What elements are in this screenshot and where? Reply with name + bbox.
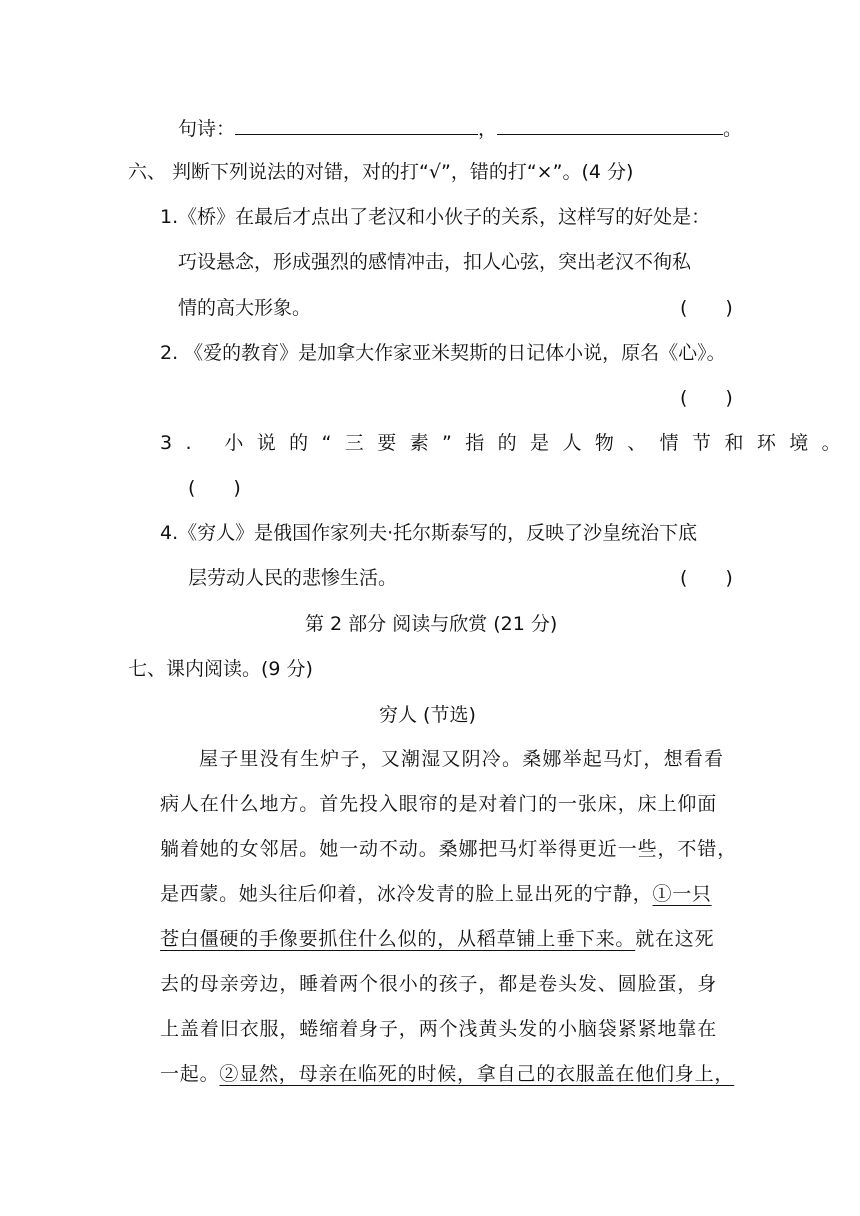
passage-line-6: 去的母亲旁边，睡着两个很小的孩子，都是卷头发、圆脸蛋，身 (160, 973, 718, 995)
section6-title: 六、 判断下列说法的对错，对的打“√”，错的打“×”。(4 分) (128, 161, 634, 183)
part2-title: 第 2 部分 阅读与欣赏 (21 分) (305, 613, 558, 635)
passage-line-4-text: 是西蒙。她头往后仰着，冰冷发青的脸上显出死的宁静， (160, 883, 653, 905)
passage-line-3: 躺着她的女邻居。她一动不动。桑娜把马灯举得更近一些，不错， (160, 838, 738, 860)
item4-line2: 层劳动人民的悲惨生活。 (188, 567, 398, 589)
item3-text: 3. 小说的“三要素”指的是人物、情节和环境。 (160, 432, 855, 454)
underlined-sentence-2: ②显然，母亲在临死的时候，拿自己的衣服盖在他们身上， (219, 1063, 735, 1085)
item1-line2: 巧设悬念，形成强烈的感情冲击，扣人心弦，突出老汉不徇私 (178, 251, 692, 273)
passage-line-2: 病人在什么地方。首先投入眼帘的是对着门的一张床，床上仰面 (160, 793, 718, 815)
item2-line1: 2. 《爱的教育》是加拿大作家亚米契斯的日记体小说，原名《心》。 (160, 342, 726, 364)
passage-line-4 (160, 882, 712, 906)
item1-line1: 1.《桥》在最后才点出了老汉和小伙子的关系，这样写的好处是： (160, 206, 711, 228)
passage-line-5-tail: 就在这死 (635, 928, 715, 950)
passage-line-8 (160, 1062, 734, 1086)
poem-prefix: 句诗： (178, 118, 236, 140)
passage-line-8-text: 一起。 (160, 1063, 220, 1085)
answer-blank-2[interactable] (497, 116, 723, 135)
item4-line1: 4.《穷人》是俄国作家列夫·托尔斯泰写的，反映了沙皇统治下底 (160, 522, 698, 544)
poem-comma: ， (478, 118, 498, 140)
poem-period: 。 (723, 118, 743, 140)
passage-title: 穷人 (节选) (379, 704, 476, 726)
item1-line3: 情的高大形象。 (178, 297, 312, 319)
item1-answer-paren[interactable]: ( ) (680, 297, 733, 319)
passage-line-7: 上盖着旧衣服，蜷缩着身子，两个浅黄头发的小脑袋紧紧地靠在 (160, 1018, 718, 1040)
passage-line-1: 屋子里没有生炉子，又潮湿又阴冷。桑娜举起马灯，想看看 (199, 748, 725, 770)
item3-line1 (160, 431, 855, 455)
item2-answer-paren[interactable]: ( ) (680, 387, 733, 409)
poem-fill-line (178, 116, 742, 141)
passage-line-5 (160, 927, 714, 951)
item4-answer-paren[interactable]: ( ) (680, 567, 733, 589)
item3-answer-paren[interactable]: ( ) (188, 477, 241, 499)
underlined-sentence-1-start: ①一只 (652, 883, 712, 905)
section7-title: 七、课内阅读。(9 分) (128, 658, 313, 680)
underlined-sentence-1-end: 苍白僵硬的手像要抓住什么似的，从稻草铺上垂下来。 (160, 928, 636, 950)
answer-blank-1[interactable] (235, 116, 478, 135)
